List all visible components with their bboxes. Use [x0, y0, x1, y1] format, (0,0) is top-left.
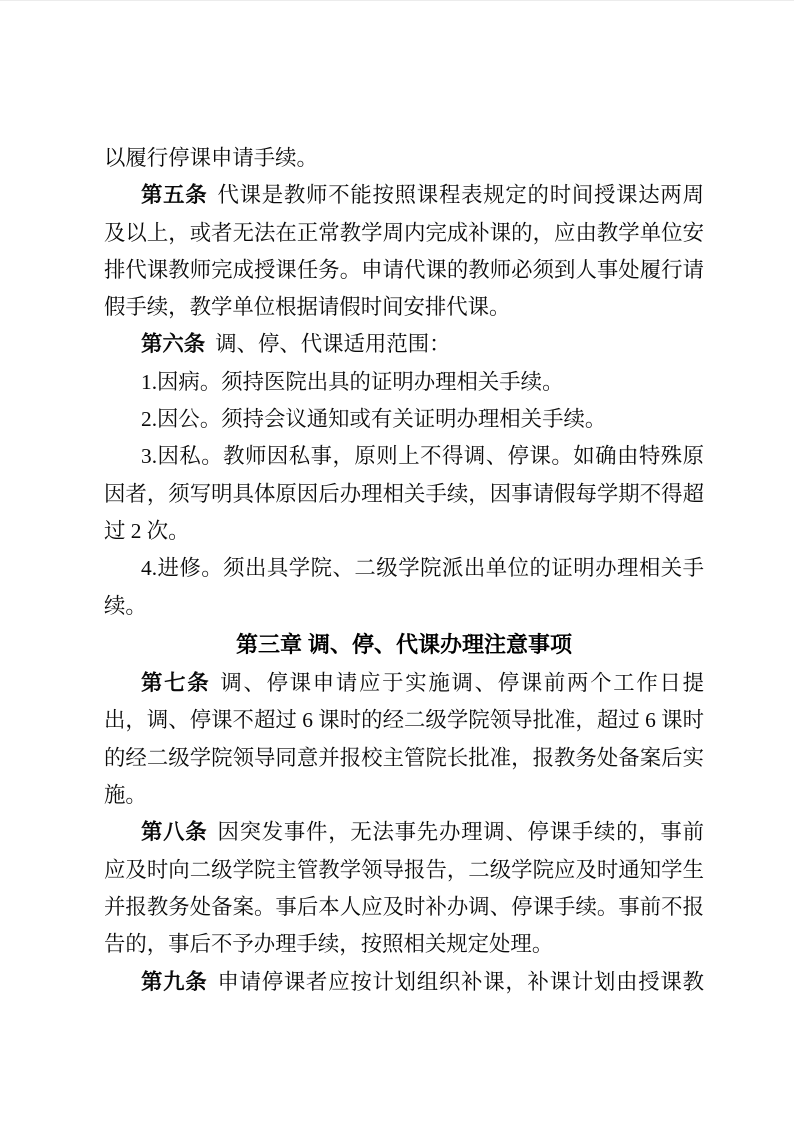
article-7-label: 第七条	[141, 671, 211, 696]
scope-item-2: 2.因公。须持会议通知或有关证明办理相关手续。	[141, 407, 607, 432]
scope-item-4: 4.进修。须出具学院、二级学院派出单位的证明办理相关手续。	[104, 556, 704, 618]
chapter-3-heading: 第三章 调、停、代课办理注意事项	[235, 631, 573, 657]
article-5-paragraph	[104, 177, 704, 326]
scope-item-3: 3.因私。教师因私事，原则上不得调、停课。如确由特殊原因者，须写明具体原因后办理相关手续，因事请假每学期不得超过 2 次。	[104, 444, 704, 543]
article-7-paragraph	[104, 665, 704, 814]
article-7-text: 调、停课申请应于实施调、停课前两个工作日提出，调、停课不超过 6 课时的经二级学院领导批准，超过 6 课时的经二级学院领导同意并报校主管院长批准，报教务处备案后实施。	[104, 671, 704, 808]
article-8-paragraph	[104, 814, 704, 963]
article-9-paragraph	[104, 964, 704, 1001]
article-6-paragraph	[104, 326, 704, 363]
article-5-label: 第五条	[141, 183, 208, 208]
article-9-label: 第九条	[141, 969, 208, 994]
paragraph-continuation: 以履行停课申请手续。	[104, 146, 318, 170]
article-5-text: 代课是教师不能按照课程表规定的时间授课达两周及以上，或者无法在正常教学周内完成补课的，应由教学单位安排代课教师完成授课任务。申请代课的教师必须到人事处履行请假手续，教学单位根据请假时间安排代课。	[104, 183, 704, 320]
article-9-text: 申请停课者应按计划组织补课，补课计划由授课教	[217, 969, 704, 994]
scope-item-1: 1.因病。须持医院出具的证明办理相关手续。	[141, 369, 564, 394]
article-6-text: 调、停、代课适用范围：	[215, 332, 451, 357]
article-8-text: 因突发事件，无法事先办理调、停课手续的，事前应及时向二级学院主管教学领导报告，二级学院应及时通知学生并报教务处备案。事后本人应及时补办调、停课手续。事前不报告的，事后不予办理手续，按照相关规定处理。	[104, 820, 704, 957]
article-6-label: 第六条	[141, 332, 206, 357]
article-8-label: 第八条	[141, 820, 208, 845]
